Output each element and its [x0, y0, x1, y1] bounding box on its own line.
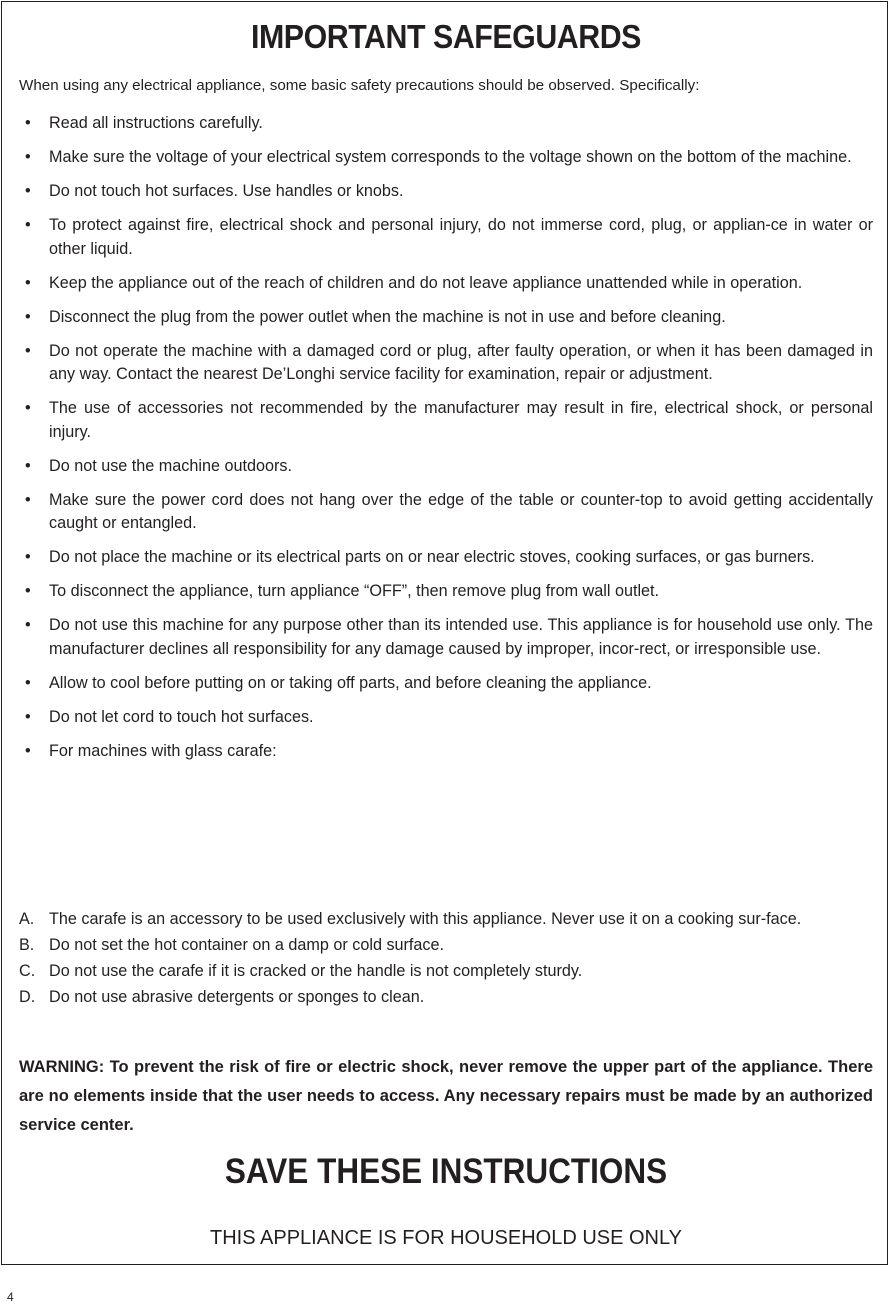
bullet-marker: • [25, 307, 31, 326]
sub-list-item-text: Do not use the carafe if it is cracked or the handle is not completely sturdy. [49, 962, 583, 980]
bullet-marker: • [25, 148, 31, 166]
list-item [19, 580, 873, 604]
list-item [19, 740, 873, 764]
intro-text: When using any electrical appliance, some basic safety precautions should be observed. Specifically: [19, 77, 700, 94]
list-item-text: Disconnect the plug from the power outlet when the machine is not in use and before cleaning. [49, 307, 726, 326]
bullet-marker: • [25, 616, 31, 634]
list-item-text: To protect against fire, electrical shock and personal injury, do not immerse cord, plug, or applian-ce in water or other liquid. [49, 216, 873, 258]
list-item [19, 180, 873, 204]
page-number: 4 [7, 1290, 14, 1304]
list-item [19, 706, 873, 730]
list-item-text: Do not operate the machine with a damaged cord or plug, after faulty operation, or when it has been damaged in any way. Contact the nearest De’Longhi service facility for examination, repair or adjustment. [49, 341, 873, 383]
sub-list-item [19, 908, 873, 932]
safeguards-list [19, 112, 873, 774]
list-item-text: Do not touch hot surfaces. Use handles or knobs. [49, 182, 404, 200]
sub-list-item-text: Do not set the hot container on a damp or cold surface. [49, 936, 445, 954]
list-item [19, 306, 873, 330]
list-item-text: Keep the appliance out of the reach of children and do not leave appliance unattended while in operation. [49, 273, 803, 292]
save-instructions-heading: SAVE THESE INSTRUCTIONS [224, 1152, 668, 1191]
list-item-text: To disconnect the appliance, turn appliance “OFF”, then remove plug from wall outlet. [49, 582, 660, 600]
list-item [19, 489, 873, 536]
list-item-text: Read all instructions carefully. [49, 114, 263, 132]
bullet-marker: • [25, 341, 31, 360]
bullet-marker: • [25, 741, 31, 760]
sub-list-item-text: Do not use abrasive detergents or sponges to clean. [49, 988, 425, 1006]
list-item [19, 397, 873, 444]
bullet-marker: • [25, 582, 31, 600]
list-item [19, 272, 873, 296]
list-item [19, 146, 873, 170]
letter-marker: A. [19, 910, 35, 928]
bullet-marker: • [25, 548, 31, 566]
household-notice: THIS APPLIANCE IS FOR HOUSEHOLD USE ONLY [210, 1227, 682, 1249]
list-item [19, 214, 873, 261]
bullet-marker: • [25, 182, 31, 200]
list-item-text: The use of accessories not recommended by the manufacturer may result in fire, electrical shock, or personal injury. [49, 399, 873, 441]
sub-list-item [19, 960, 873, 984]
letter-marker: D. [19, 988, 36, 1006]
bullet-marker: • [25, 216, 31, 234]
bullet-marker: • [25, 673, 31, 692]
sub-list-item-text: The carafe is an accessory to be used exclusively with this appliance. Never use it on a cooking sur-face. [49, 910, 802, 928]
list-item [19, 672, 873, 696]
bullet-marker: • [25, 273, 31, 292]
bullet-marker: • [25, 456, 31, 475]
list-item-text: Make sure the voltage of your electrical system corresponds to the voltage shown on the bottom of the machine. [49, 148, 852, 166]
list-item-text: For machines with glass carafe: [49, 741, 277, 760]
list-item-text: Make sure the power cord does not hang over the edge of the table or counter-top to avoid getting accidentally caught or entangled. [49, 490, 873, 532]
sub-list-item [19, 934, 873, 958]
list-item [19, 340, 873, 387]
list-item [19, 112, 873, 136]
letter-marker: B. [19, 936, 35, 954]
bullet-marker: • [25, 707, 31, 726]
carafe-sublist [19, 908, 873, 1012]
list-item-text: Do not let cord to touch hot surfaces. [49, 707, 314, 726]
page-title: IMPORTANT SAFEGUARDS [251, 18, 641, 55]
bullet-marker: • [25, 399, 31, 417]
bullet-marker: • [25, 490, 31, 509]
letter-marker: C. [19, 962, 36, 980]
list-item [19, 614, 873, 661]
list-item-text: Do not use the machine outdoors. [49, 456, 292, 475]
bullet-marker: • [25, 114, 31, 132]
list-item-text: Allow to cool before putting on or taking off parts, and before cleaning the appliance. [49, 673, 652, 692]
warning-text: WARNING: To prevent the risk of fire or electric shock, never remove the upper part of the appliance. There are no elements inside that the user needs to access. Any necessary repairs must be made by an authorized service center. [19, 1058, 873, 1134]
list-item [19, 455, 873, 479]
list-item [19, 546, 873, 570]
sub-list-item [19, 986, 873, 1010]
list-item-text: Do not place the machine or its electrical parts on or near electric stoves, cooking surfaces, or gas burners. [49, 548, 815, 566]
list-item-text: Do not use this machine for any purpose other than its intended use. This appliance is for household use only. The manufacturer declines all responsibility for any damage caused by improper, incor-rect, or irresponsible use. [49, 616, 873, 658]
